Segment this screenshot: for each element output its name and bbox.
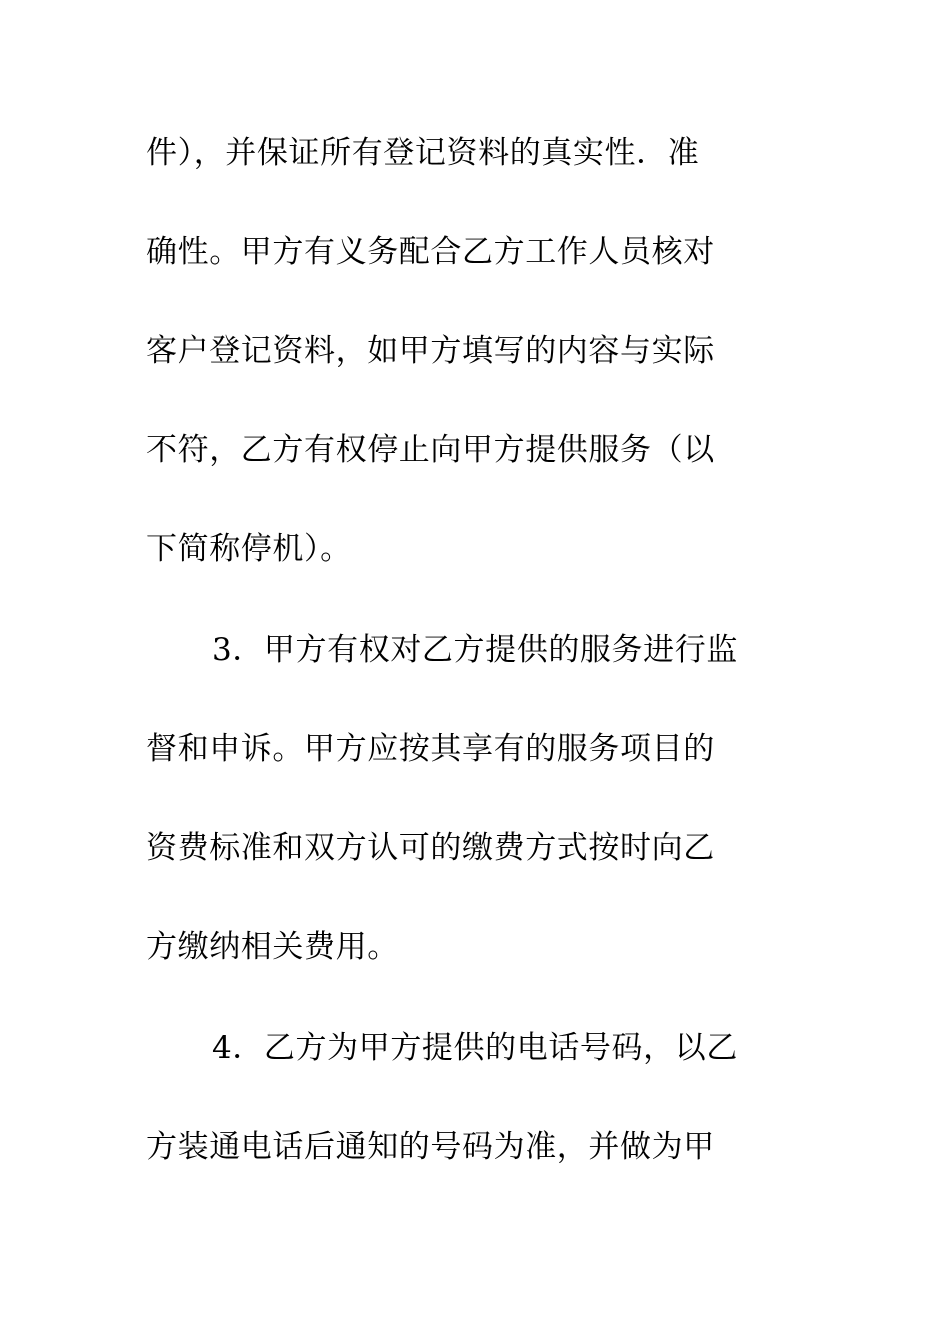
text-line: 方缴纳相关费用。	[146, 929, 399, 965]
numbered-paragraph-start: 3．甲方有权对乙方提供的服务进行监	[212, 632, 738, 668]
text-line: 方装通电话后通知的号码为准，并做为甲	[146, 1129, 715, 1165]
text-line: 件），并保证所有登记资料的真实性．准	[146, 135, 700, 171]
text-line: 下简称停机）。	[146, 531, 352, 567]
text-line: 督和申诉。甲方应按其享有的服务项目的	[146, 731, 715, 767]
text-line: 资费标准和双方认可的缴费方式按时向乙	[146, 830, 715, 866]
text-line: 不符，乙方有权停止向甲方提供服务（以	[146, 432, 715, 468]
text-line: 客户登记资料，如甲方填写的内容与实际	[146, 333, 715, 369]
numbered-paragraph-start: 4．乙方为甲方提供的电话号码，以乙	[212, 1030, 738, 1066]
text-line: 确性。甲方有义务配合乙方工作人员核对	[146, 234, 715, 270]
